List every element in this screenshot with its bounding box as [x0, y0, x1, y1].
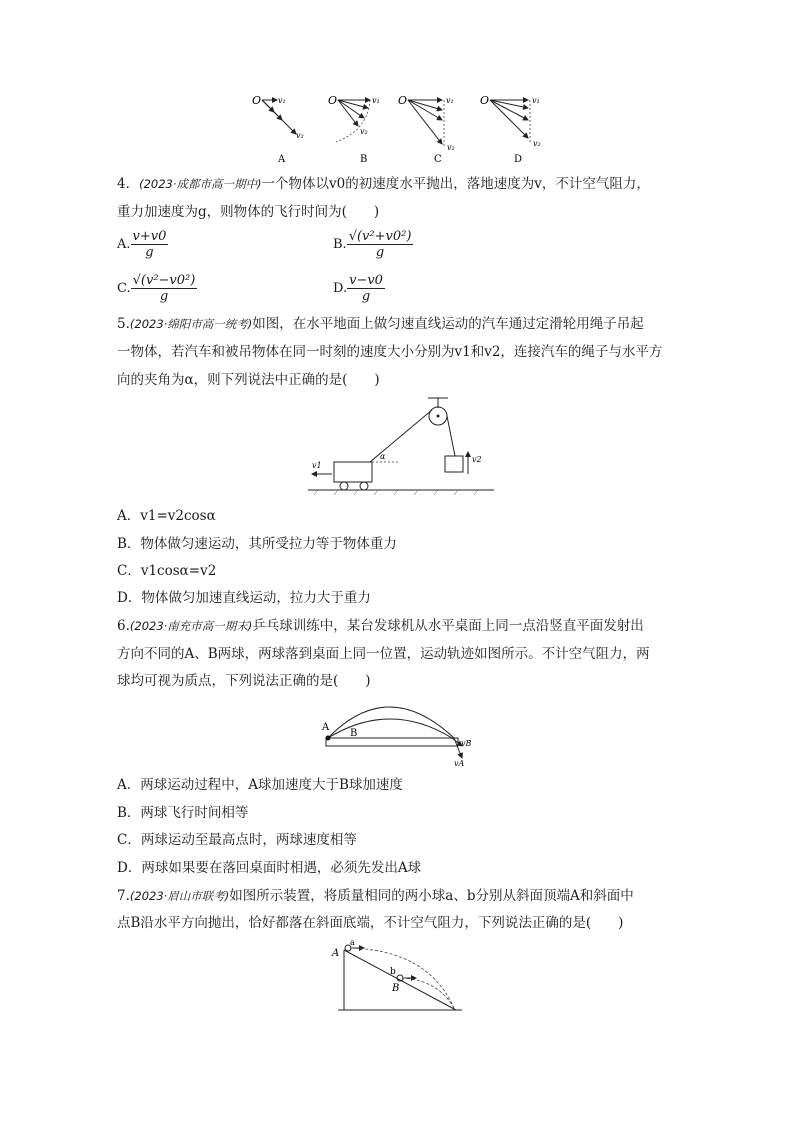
q5-option-d[interactable]: D．物体做匀加速直线运动，拉力大于重力	[117, 590, 371, 606]
q6-fig-va: vA	[454, 759, 465, 768]
q6-fig-vb: vB	[461, 739, 472, 748]
incline	[344, 950, 456, 1010]
svg-text:v₁: v₁	[372, 96, 380, 105]
q5-text-2: 一物体，若汽车和被吊物体在同一时刻的速度大小分别为v1和v2，连接汽车的绳子与水平方	[117, 344, 663, 360]
q6-option-d[interactable]: D．两球如果要在落回桌面时相遇，必须先发出A球	[117, 860, 422, 876]
q4-option-d[interactable]: D. $\frac{v-v0}{g}$	[333, 273, 383, 304]
svg-text:O: O	[398, 94, 408, 107]
q5-text-1: 如图，在水平地面上做匀速直线运动的汽车通过定滑轮用绳子吊起	[252, 316, 644, 332]
q6-option-b[interactable]: B．两球飞行时间相等	[117, 805, 249, 821]
q4-source: (2023·成都市高一期中)	[139, 177, 262, 191]
q4-option-c[interactable]: C. $\frac{\text{√(v²−v0²)}}{g}$	[117, 273, 196, 304]
q6-text-3: 球均可视为质点，下列说法正确的是( )	[117, 673, 371, 689]
q5-stem-line2	[117, 342, 662, 362]
q5-text-3: 向的夹角为α，则下列说法中正确的是( )	[117, 372, 380, 388]
q6-stem-line2	[117, 644, 650, 664]
q4-stem-line2	[117, 202, 379, 222]
q5-fig-v1: v1	[312, 461, 322, 470]
q3-label-d: D	[514, 154, 523, 165]
q3-figure	[240, 90, 560, 166]
q6-text-2: 方向不同的A、B两球，两球落到桌面上同一位置，运动轨迹如图所示。不计空气阻力，两	[117, 646, 650, 662]
q4-text-2: 重力加速度为g，则物体的飞行时间为( )	[117, 204, 380, 220]
svg-text:v₁: v₁	[532, 96, 540, 105]
q5-option-b[interactable]: B．物体做匀速运动，其所受拉力等于物体重力	[117, 536, 397, 552]
q3-diagram-d	[480, 94, 541, 165]
q4-number: 4．	[117, 176, 140, 192]
svg-text:v₂: v₂	[533, 139, 541, 148]
q7-stem-line1	[117, 886, 634, 906]
q5-option-c[interactable]: C．v1cosα=v2	[117, 563, 217, 579]
svg-text:O: O	[252, 94, 262, 107]
q6-stem-line1	[117, 616, 644, 636]
q7-stem-line2	[117, 913, 623, 933]
q7-text-2: 点B沿水平方向抛出，恰好都落在斜面底端，不计空气阻力，下列说法正确的是( )	[117, 915, 624, 931]
q3-diagram-c	[398, 94, 455, 165]
q3-label-b: B	[360, 154, 368, 165]
q5-stem-line3	[117, 370, 380, 390]
svg-text:O: O	[328, 94, 338, 107]
q6-fig-label-b: B	[350, 728, 358, 739]
q6-stem-line3	[117, 671, 371, 691]
q5-source: (2023·绵阳市高一统考)	[129, 317, 253, 331]
table-surface	[326, 738, 458, 746]
q3-label-a: A	[278, 154, 286, 165]
q6-option-a[interactable]: A．两球运动过程中，A球加速度大于B球加速度	[117, 777, 403, 793]
truck	[334, 462, 372, 482]
q7-text-1: 如图所示装置，将质量相同的两小球a、b分别从斜面顶端A和斜面中	[229, 888, 634, 904]
q6-option-c[interactable]: C．两球运动至最高点时，两球速度相等	[117, 832, 357, 848]
svg-text:v₁: v₁	[278, 96, 286, 105]
q4-option-b[interactable]: B. $\frac{\text{√(v²+v0²)}}{g}$	[333, 229, 412, 260]
q5-figure-truck-pulley	[308, 394, 498, 496]
hanging-block	[445, 456, 463, 472]
svg-text:v₂: v₂	[447, 143, 455, 152]
q6-text-1: 乒乓球训练中，某台发球机从水平桌面上同一点沿竖直平面发射出	[252, 618, 644, 634]
q6-number: 6.	[117, 618, 130, 634]
svg-text:v₁: v₁	[446, 96, 454, 105]
q7-figure-incline	[328, 940, 468, 1015]
q3-label-c: C	[434, 154, 442, 165]
q5-stem-line1	[117, 314, 644, 334]
q7-number: 7.	[117, 888, 130, 904]
svg-text:v₂: v₂	[296, 131, 304, 140]
q5-number: 5.	[117, 316, 130, 332]
q6-fig-label-a: A	[322, 722, 330, 733]
q7-source: (2023·眉山市联考)	[129, 889, 230, 903]
q5-fig-alpha: α	[380, 452, 386, 461]
q7-fig-label-b-ball: b	[390, 967, 396, 977]
q7-fig-label-a-ball: a	[350, 940, 355, 947]
svg-text:O: O	[480, 94, 490, 107]
q4-option-a[interactable]: A. $\frac{v+v0}{g}$	[117, 229, 167, 260]
q3-diagram-a	[252, 94, 304, 165]
q4-text-1: 一个物体以v0的初速度水平抛出，落地速度为v，不计空气阻力，	[261, 176, 650, 192]
svg-text:v₂: v₂	[360, 127, 368, 136]
q4-stem-line1	[117, 174, 650, 194]
q7-fig-label-a-point: A	[332, 948, 340, 959]
q6-source: (2023·南充市高一期末)	[129, 619, 253, 633]
q7-fig-label-b-point: B	[392, 983, 400, 994]
q3-diagram-b	[328, 94, 380, 165]
q6-figure-trajectories	[318, 698, 478, 768]
q5-fig-v2: v2	[472, 455, 482, 464]
q5-option-a[interactable]: A．v1=v2cosα	[117, 508, 216, 524]
trajectory-a	[328, 707, 454, 738]
